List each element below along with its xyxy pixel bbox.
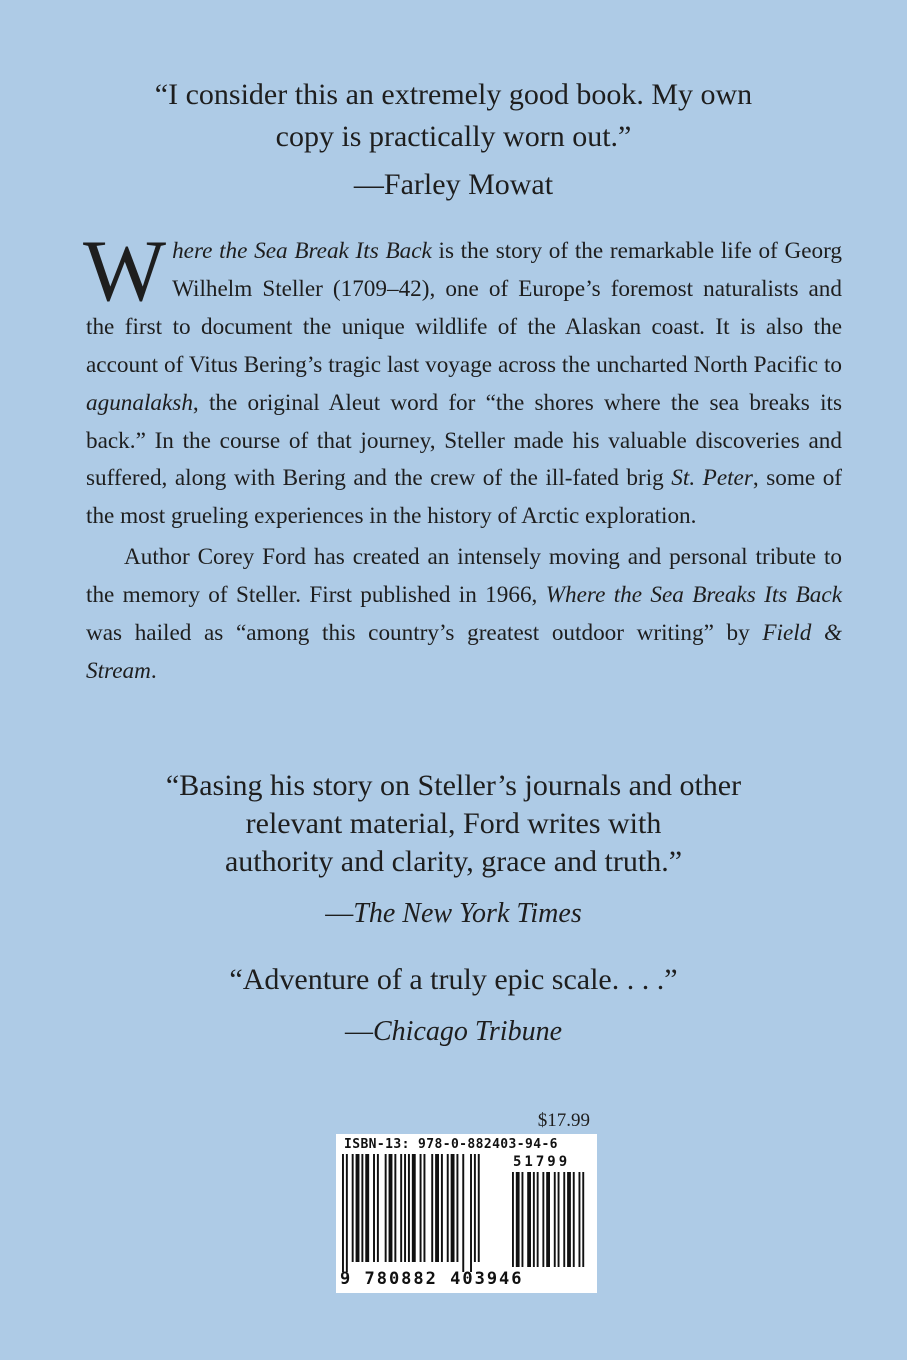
description-paragraph-2 (86, 539, 842, 691)
description-paragraph-1 (83, 223, 843, 536)
top-quote-attribution: —Farley Mowat (353, 168, 554, 201)
attribution-source: The New York Times (353, 898, 582, 929)
top-quote-line: copy is practically worn out.” (275, 120, 632, 153)
middle-quote (0, 767, 907, 881)
top-quote-line: “I consider this an extremely good book. My own (154, 78, 753, 111)
middle-quote-attribution (0, 896, 907, 932)
top-quote (0, 74, 907, 158)
drop-cap: W (83, 223, 167, 320)
ean-digits: 9 780882 403946 (340, 1269, 524, 1289)
attribution-source: Chicago Tribune (372, 1016, 562, 1047)
barcode-box (336, 1134, 597, 1293)
description-text: , some of the most grueling experiences in the history of Arctic exploration. (86, 465, 843, 530)
middle-quote-line: authority and clarity, grace and truth.” (224, 845, 683, 878)
bottom-quote-attribution (0, 1014, 907, 1050)
description-text: , the original Aleut word for “the shores where the sea breaks its back.” In the course of that journey, Steller made his valuable discoveries and suffered, along with Bering and the crew of the ill-fated brig (86, 389, 842, 492)
bottom-quote: “Adventure of a truly epic scale. . . .” (229, 963, 678, 996)
ship-name: St. Peter (671, 465, 753, 492)
ean-barcode-bars (342, 1154, 510, 1272)
description-text: Author Corey Ford has created an intensely moving and personal tribute to the memory of Steller. First published in 1966, (86, 544, 842, 609)
middle-quote-line: relevant material, Ford writes with (245, 807, 662, 840)
attribution-dash: — (325, 898, 354, 929)
attribution-dash: — (344, 1016, 373, 1047)
magazine-name: Field & Stream (86, 620, 842, 684)
price-label: $17.99 (537, 1110, 590, 1131)
price-code: 51799 (513, 1154, 571, 1170)
description-text: . (150, 657, 157, 684)
book-title: Where the Sea Breaks Its Back (545, 582, 842, 609)
addon-barcode-bars (512, 1172, 592, 1287)
book-description (83, 223, 843, 691)
description-text: is the story of the remarkable life of Georg Wilhelm Steller (1709–42), one of Europe’s foremost naturalists and the first to document the unique wildlife of the Alaskan coast. It is also the account of Vitus Bering’s tragic last voyage across the uncharted North Pacific to (86, 238, 843, 378)
book-title: here the Sea Break Its Back (172, 238, 432, 264)
middle-quote-line: “Basing his story on Steller’s journals and other (165, 769, 742, 802)
aleut-word: agunalaksh (86, 389, 193, 416)
isbn-label: ISBN-13: 978-0-882403-94-6 (344, 1137, 558, 1152)
description-text: was hailed as “among this country’s greatest outdoor writing” by (86, 620, 763, 647)
